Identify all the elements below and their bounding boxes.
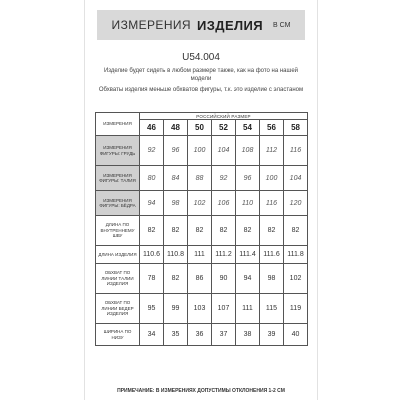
row-label: ИЗМЕРЕНИЯ ФИГУРЫ: БЁДРА: [96, 191, 140, 216]
tolerance-note: ПРИМЕЧАНИЕ: В ИЗМЕРЕНИЯХ ДОПУСТИМЫ ОТКЛОНЕНИЯ 1-2 СМ: [117, 388, 285, 394]
measurement-cell: 104: [212, 136, 236, 166]
table-row: [96, 216, 308, 246]
header-row-group: [96, 113, 308, 120]
size-header-cell: 52: [212, 120, 236, 136]
table-row: [96, 324, 308, 346]
elastane-note: Обхваты изделия меньше обхватов фигуры, т.к. это изделие с эластаном: [98, 87, 304, 93]
measurement-cell: 110.8: [164, 246, 188, 264]
measurement-cell: 40: [284, 324, 308, 346]
measurement-cell: 82: [188, 216, 212, 246]
size-header-cell: 48: [164, 120, 188, 136]
measurement-cell: 103: [188, 294, 212, 324]
corner-label: ИЗМЕРЕНИЯ: [96, 113, 140, 136]
measurement-cell: 111: [236, 294, 260, 324]
size-chart-sheet: [84, 0, 318, 400]
row-label: ИЗМЕРЕНИЯ ФИГУРЫ: ГРУДЬ: [96, 136, 140, 166]
measurement-cell: 104: [284, 166, 308, 191]
measurement-cell: 82: [260, 216, 284, 246]
measurement-cell: 100: [188, 136, 212, 166]
row-label: ОБХВАТ ПО ЛИНИИ ТАЛИИ ИЗДЕЛИЯ: [96, 264, 140, 294]
measurement-cell: 111.6: [260, 246, 284, 264]
row-label: ДЛИНА ИЗДЕЛИЯ: [96, 246, 140, 264]
measurement-cell: 35: [164, 324, 188, 346]
measurement-cell: 94: [140, 191, 164, 216]
size-header-cell: 56: [260, 120, 284, 136]
row-label: ШИРИНА ПО НИЗУ: [96, 324, 140, 346]
header-word-measurements: ИЗМЕРЕНИЯ: [111, 18, 191, 32]
article-number: U54.004: [182, 52, 220, 63]
measurement-cell: 107: [212, 294, 236, 324]
measurement-cell: 82: [284, 216, 308, 246]
measurement-cell: 111.2: [212, 246, 236, 264]
measurement-cell: 96: [236, 166, 260, 191]
measurement-cell: 88: [188, 166, 212, 191]
row-label: ИЗМЕРЕНИЯ ФИГУРЫ: ТАЛИЯ: [96, 166, 140, 191]
measurement-cell: 86: [188, 264, 212, 294]
chart-header: [97, 10, 305, 40]
table-row: [96, 191, 308, 216]
measurement-cell: 102: [188, 191, 212, 216]
russian-size-label: РОССИЙСКИЙ РАЗМЕР: [140, 113, 308, 120]
measurement-cell: 78: [140, 264, 164, 294]
measurement-cell: 116: [260, 191, 284, 216]
measurement-cell: 96: [164, 136, 188, 166]
table-row: [96, 294, 308, 324]
measurement-cell: 39: [260, 324, 284, 346]
table-row: [96, 166, 308, 191]
measurement-cell: 92: [212, 166, 236, 191]
measurement-cell: 112: [260, 136, 284, 166]
measurement-cell: 98: [260, 264, 284, 294]
measurement-cell: 82: [164, 264, 188, 294]
row-label: ОБХВАТ ПО ЛИНИИ БЕДЕР ИЗДЕЛИЯ: [96, 294, 140, 324]
measurement-cell: 36: [188, 324, 212, 346]
size-header-cell: 54: [236, 120, 260, 136]
measurement-cell: 98: [164, 191, 188, 216]
measurement-cell: 80: [140, 166, 164, 191]
measurement-cell: 106: [212, 191, 236, 216]
table-row: [96, 264, 308, 294]
row-label: ДЛИНА ПО ВНУТРЕННЕМУ ШВУ: [96, 216, 140, 246]
size-table-body: [96, 113, 308, 346]
measurement-cell: 82: [140, 216, 164, 246]
measurement-cell: 37: [212, 324, 236, 346]
measurement-cell: 102: [284, 264, 308, 294]
fit-note: Изделие будет сидеть в любом размере также, как на фото на нашей модели: [103, 68, 299, 82]
measurement-cell: 110.6: [140, 246, 164, 264]
measurement-cell: 111.4: [236, 246, 260, 264]
size-header-cell: 50: [188, 120, 212, 136]
header-unit: В СМ: [273, 21, 291, 29]
measurement-cell: 95: [140, 294, 164, 324]
measurement-cell: 82: [236, 216, 260, 246]
measurement-cell: 38: [236, 324, 260, 346]
size-header-cell: 58: [284, 120, 308, 136]
measurement-cell: 100: [260, 166, 284, 191]
measurement-cell: 111.8: [284, 246, 308, 264]
table-row: [96, 136, 308, 166]
measurement-cell: 90: [212, 264, 236, 294]
measurement-cell: 120: [284, 191, 308, 216]
measurement-cell: 99: [164, 294, 188, 324]
measurement-cell: 110: [236, 191, 260, 216]
measurement-cell: 111: [188, 246, 212, 264]
measurement-cell: 84: [164, 166, 188, 191]
size-table: [95, 112, 308, 346]
measurement-cell: 82: [164, 216, 188, 246]
measurement-cell: 116: [284, 136, 308, 166]
measurement-cell: 82: [212, 216, 236, 246]
measurement-cell: 92: [140, 136, 164, 166]
size-header-cell: 46: [140, 120, 164, 136]
header-word-product: ИЗДЕЛИЯ: [197, 17, 264, 33]
measurement-cell: 94: [236, 264, 260, 294]
measurement-cell: 115: [260, 294, 284, 324]
measurement-cell: 119: [284, 294, 308, 324]
table-row: [96, 246, 308, 264]
measurement-cell: 34: [140, 324, 164, 346]
measurement-cell: 108: [236, 136, 260, 166]
